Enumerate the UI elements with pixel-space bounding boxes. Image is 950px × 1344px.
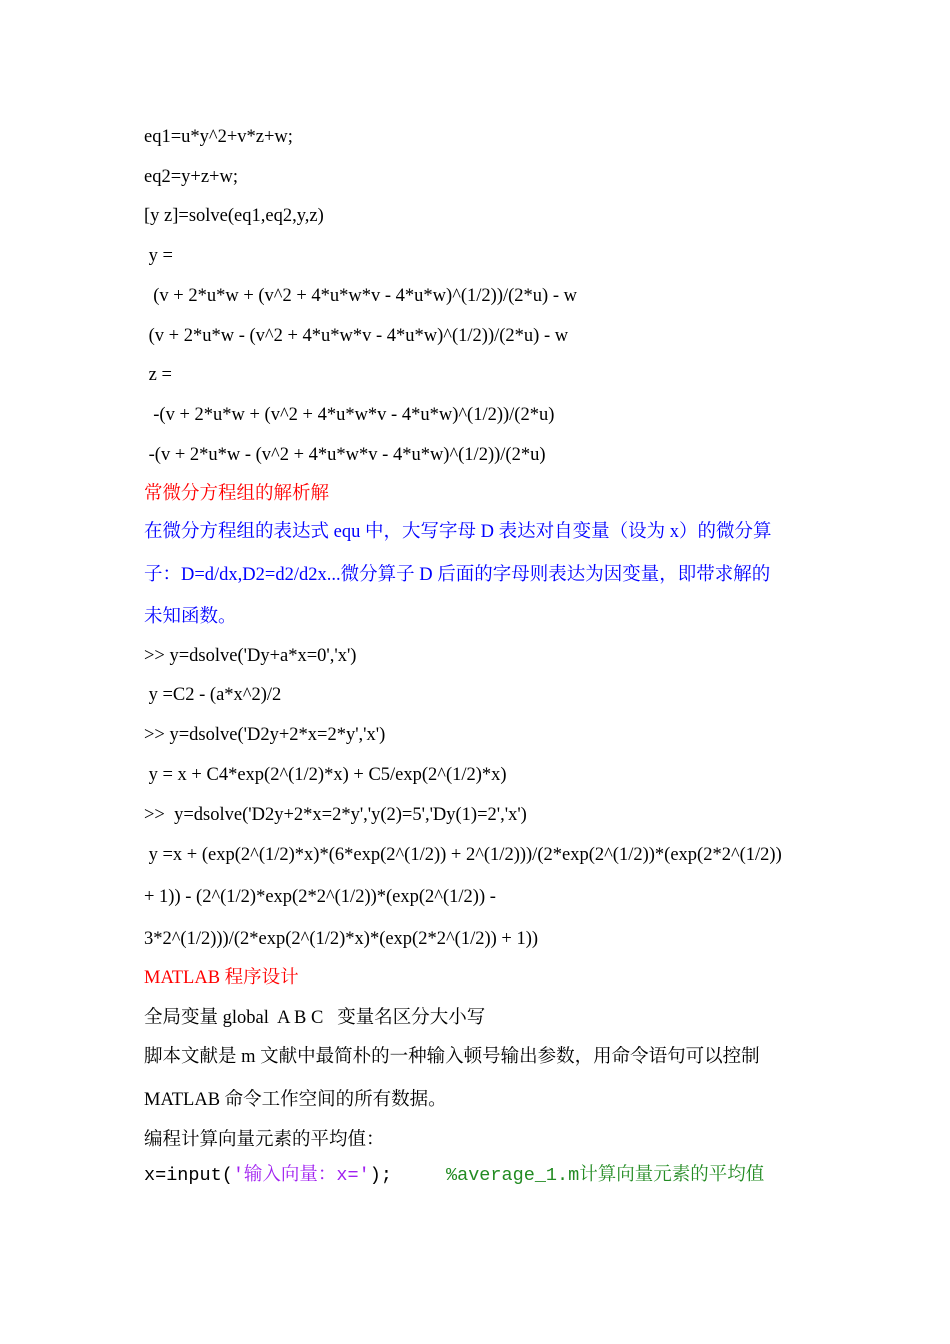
dsolve-result-3-part-2: + 1)) - (2^(1/2)*exp(2*2^(1/2))*(exp(2^(1/2)) - (144, 887, 496, 907)
explanation-line-2: 子：D=d/dx,D2=d2/d2x...微分算子 D 后面的字母则表达为因变量，即带求解的 (144, 565, 771, 585)
output-z-label: z = (144, 365, 172, 385)
section-heading-matlab: MATLAB 程序设计 (144, 968, 299, 988)
section-heading-ode: 常微分方程组的解析解 (144, 484, 330, 504)
code-line-solve: [y z]=solve(eq1,eq2,y,z) (144, 206, 324, 226)
code-suffix: ); (369, 1165, 392, 1186)
code-comment: %average_1.m计算向量元素的平均值 (446, 1165, 765, 1186)
output-y-root-2: (v + 2*u*w - (v^2 + 4*u*w*v - 4*u*w)^(1/2))/(2*u) - w (144, 326, 569, 346)
code-input-line (144, 1167, 392, 1186)
average-task-line: 编程计算向量元素的平均值： (144, 1130, 385, 1150)
code-string: '输入向量：x=' (232, 1165, 370, 1186)
explanation-line-3: 未知函数。 (144, 607, 237, 627)
dsolve-command-3: >> y=dsolve('D2y+2*x=2*y','y(2)=5','Dy(1)=2','x') (144, 805, 527, 825)
code-line-eq2: eq2=y+z+w; (144, 167, 238, 187)
output-y-label: y = (144, 246, 173, 266)
dsolve-result-2: y = x + C4*exp(2^(1/2)*x) + C5/exp(2^(1/2)*x) (144, 765, 507, 785)
output-y-root-1: (v + 2*u*w + (v^2 + 4*u*w*v - 4*u*w)^(1/2))/(2*u) - w (144, 286, 577, 306)
dsolve-command-1: >> y=dsolve('Dy+a*x=0','x') (144, 646, 357, 666)
dsolve-result-1: y =C2 - (a*x^2)/2 (144, 685, 282, 705)
dsolve-result-3-part-1: y =x + (exp(2^(1/2)*x)*(6*exp(2^(1/2)) + 2^(1/2)))/(2*exp(2^(1/2))*(exp(2*2^(1/2)) (144, 845, 782, 865)
script-file-line-2: MATLAB 命令工作空间的所有数据。 (144, 1090, 447, 1110)
explanation-line-1: 在微分方程组的表达式 equ 中，大写字母 D 表达对自变量（设为 x）的微分算 (144, 522, 772, 542)
output-z-root-2: -(v + 2*u*w - (v^2 + 4*u*w*v - 4*u*w)^(1/2))/(2*u) (144, 445, 546, 465)
code-line-eq1: eq1=u*y^2+v*z+w; (144, 127, 293, 147)
script-file-line-1: 脚本文献是 m 文献中最简朴的一种输入顿号输出参数，用命令语句可以控制 (144, 1047, 760, 1067)
output-z-root-1: -(v + 2*u*w + (v^2 + 4*u*w*v - 4*u*w)^(1/2))/(2*u) (144, 405, 555, 425)
dsolve-command-2: >> y=dsolve('D2y+2*x=2*y','x') (144, 725, 386, 745)
code-prefix: x=input( (144, 1165, 233, 1186)
global-variables-line: 全局变量 global A B C 变量名区分大小写 (144, 1008, 486, 1028)
dsolve-result-3-part-3: 3*2^(1/2)))/(2*exp(2^(1/2)*x)*(exp(2*2^(1/2)) + 1)) (144, 929, 539, 949)
